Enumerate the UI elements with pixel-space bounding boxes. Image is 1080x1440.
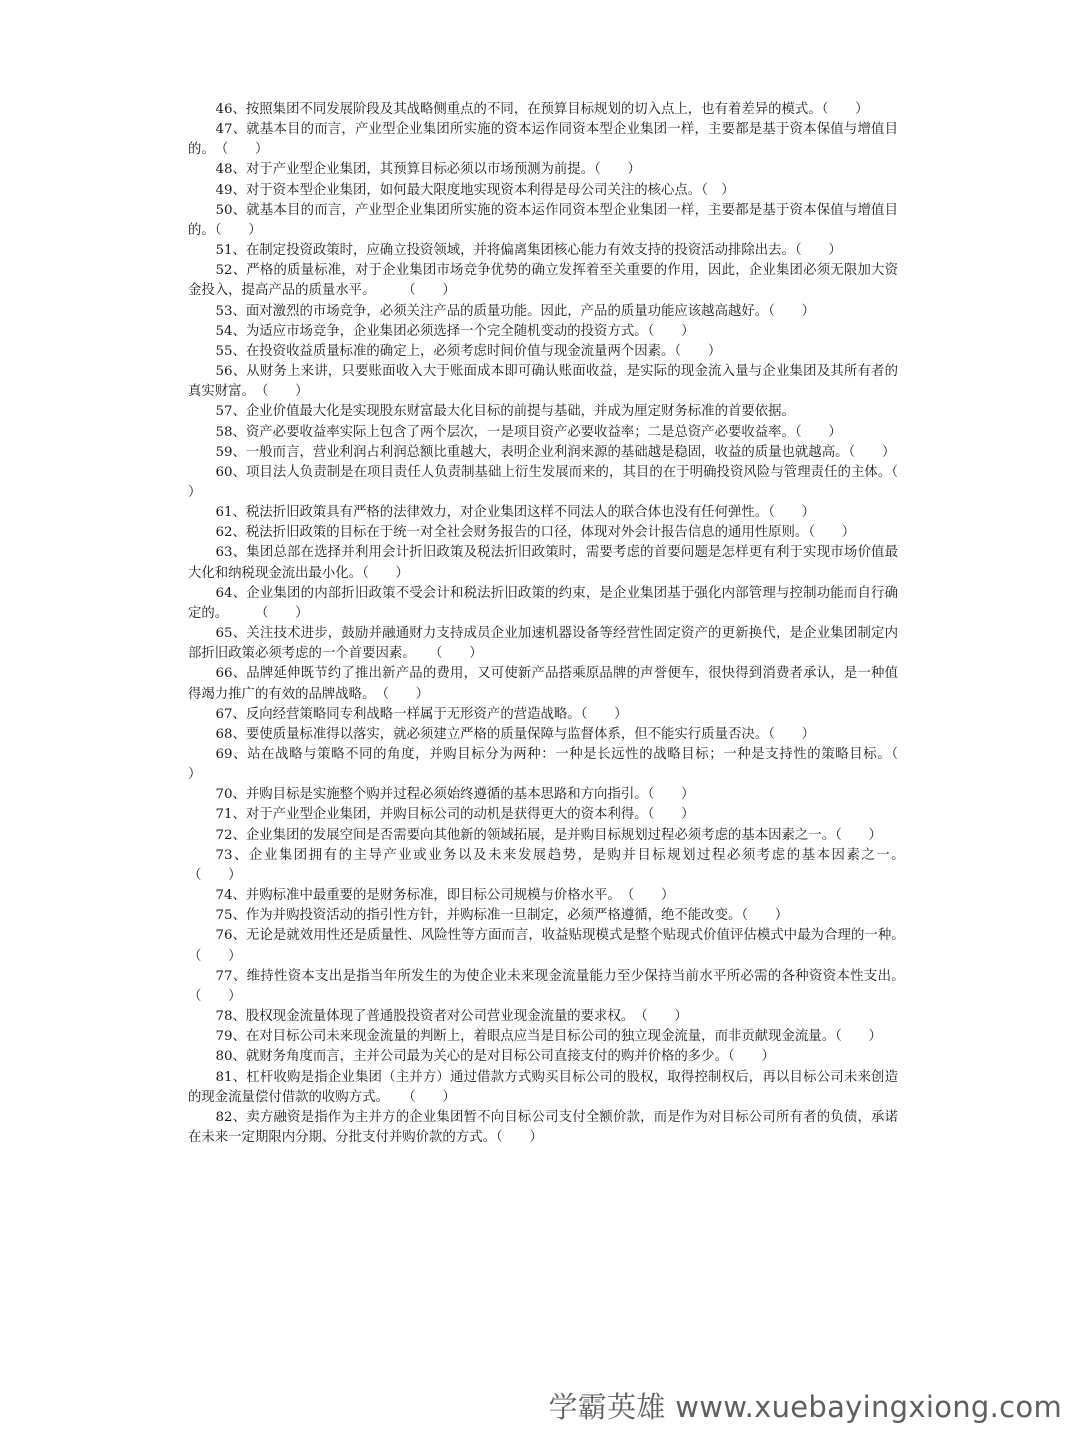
number-separator: 、	[232, 968, 247, 984]
question-number: 53	[215, 303, 233, 319]
number-separator: 、	[232, 424, 246, 440]
question-text: 资产必要收益率实际上包含了两个层次，一是项目资产必要收益率；二是总资产必要收益率。（ ）	[245, 424, 842, 440]
question-list	[188, 100, 1046, 1148]
question-text: 就财务角度而言，主并公司最为关心的是对目标公司直接支付的购并价格的多少。（ ）	[245, 1049, 775, 1065]
question-text: 企业集团拥有的主导产业或业务以及未来发展趋势，是购并目标规划过程必须考虑的基本因素之一。 （ ）	[188, 847, 1046, 883]
question-number: 51	[215, 243, 233, 259]
question-number: 59	[215, 444, 233, 460]
question-number: 55	[215, 343, 233, 359]
question-text: 税法折旧政策的目标在于统一对全社会财务报告的口径，体现对外会计报告信息的通用性原则。（ ）	[245, 525, 856, 541]
question-number: 79	[215, 1029, 233, 1045]
question-text: 维持性资本支出是指当年所发生的为使企业未来现金流量能力至少保持当前水平所必需的各种资资本性支出。 （ ）	[188, 968, 912, 1004]
number-separator: 、	[232, 323, 246, 339]
question-text: 面对激烈的市场竞争，必须关注产品的质量功能。因此，产品的质量功能应该越高越好。（ ）	[245, 303, 815, 319]
question-item	[188, 826, 898, 846]
question-item	[188, 1068, 898, 1108]
question-item	[188, 785, 898, 805]
question-text: 要使质量标准得以落实，就必须建立严格的质量保障与监督体系，但不能实行质量否决。（ ）	[245, 726, 815, 742]
number-separator: 、	[232, 182, 246, 198]
number-separator: 、	[232, 545, 247, 561]
question-number: 76	[215, 928, 233, 944]
question-item	[188, 443, 898, 463]
question-number: 62	[215, 525, 233, 541]
question-item	[188, 463, 925, 503]
question-number: 52	[215, 263, 233, 279]
question-text: 并购目标是实施整个购并过程必须始终遵循的基本思路和方向指引。（ ）	[245, 787, 695, 803]
question-text: 项目法人负责制是在项目责任人负责制基础上衍生发展而来的，其目的在于明确投资风险与管理责任的主体。（ ）	[188, 464, 925, 500]
question-number: 63	[215, 545, 233, 561]
question-item	[188, 100, 898, 120]
question-text: 股权现金流量体现了普通股投资者对公司营业现金流量的要求权。 （ ）	[245, 1009, 688, 1025]
number-separator: 、	[232, 585, 247, 601]
question-item	[188, 342, 898, 362]
number-separator: 、	[232, 1029, 246, 1045]
question-text: 在投资收益质量标准的确定上，必须考虑时间价值与现金流量两个因素。（ ）	[245, 343, 722, 359]
question-text: 对于资本型企业集团，如何最大限度地实现资本利得是母公司关注的核心点。（ ）	[245, 182, 735, 198]
question-text: 严格的质量标准，对于企业集团市场竞争优势的确立发挥着至关重要的作用，因此，企业集团必须无限加大资金投入，提高产品的质量水平。 （ ）	[188, 263, 899, 299]
question-number: 58	[215, 424, 233, 440]
question-item	[188, 120, 898, 160]
question-item	[188, 402, 898, 422]
question-text: 卖方融资是指作为主并方的企业集团暂不向目标公司支付全额价款，而是作为对目标公司所有者的负债，承诺在未来一定期限内分期、分批支付并购价款的方式。（ ）	[188, 1109, 899, 1145]
number-separator: 、	[232, 1109, 247, 1125]
number-separator: 、	[232, 404, 246, 420]
question-item	[188, 624, 898, 664]
question-item	[188, 1027, 898, 1047]
question-number: 78	[215, 1009, 233, 1025]
question-number: 82	[215, 1109, 233, 1125]
question-item	[188, 302, 898, 322]
question-text: 一般而言，营业利润占利润总额比重越大，表明企业利润来源的基础越是稳固，收益的质量也就越高。（ ）	[245, 444, 896, 460]
question-number: 70	[215, 787, 233, 803]
number-separator: 、	[232, 807, 246, 823]
question-number: 49	[215, 182, 233, 198]
question-item	[188, 906, 898, 926]
question-number: 48	[215, 162, 233, 178]
question-number: 56	[215, 364, 233, 380]
number-separator: 、	[232, 122, 247, 138]
question-item	[188, 805, 898, 825]
number-separator: 、	[232, 888, 246, 904]
question-item	[188, 745, 925, 785]
number-separator: 、	[232, 1069, 247, 1085]
number-separator: 、	[232, 102, 246, 117]
number-separator: 、	[232, 364, 247, 380]
question-text: 无论是就效用性还是质量性、风险性等方面而言，收益贴现模式是整个贴现式价值评估模式中最为合理的一种。 （ ）	[188, 928, 912, 964]
question-item	[188, 1108, 898, 1148]
number-separator: 、	[232, 706, 246, 722]
question-item	[188, 725, 898, 745]
question-number: 80	[215, 1049, 233, 1065]
question-item	[188, 543, 898, 583]
number-separator: 、	[232, 202, 247, 218]
question-number: 68	[215, 726, 233, 742]
number-separator: 、	[232, 162, 246, 178]
question-number: 60	[215, 464, 233, 480]
question-number: 71	[215, 807, 233, 823]
number-separator: 、	[232, 626, 247, 642]
question-item	[188, 181, 898, 201]
question-number: 73	[215, 847, 233, 863]
question-item	[188, 926, 912, 966]
question-text: 反向经营策略同专利战略一样属于无形资产的营造战略。（ ）	[245, 706, 628, 722]
question-item	[188, 705, 898, 725]
question-item	[188, 584, 898, 624]
question-item	[188, 967, 912, 1007]
question-text: 并购标准中最重要的是财务标准，即目标公司规模与价格水平。 （ ）	[245, 888, 675, 904]
number-separator: 、	[232, 263, 247, 279]
question-text: 在对目标公司未来现金流量的判断上，着眼点应当是目标公司的独立现金流量，而非贡献现金流量。（ ）	[245, 1029, 882, 1045]
number-separator: 、	[232, 505, 246, 521]
number-separator: 、	[232, 303, 246, 319]
question-item	[188, 1007, 898, 1027]
question-item	[188, 261, 898, 301]
question-text: 在制定投资政策时，应确立投资领域，并将偏离集团核心能力有效支持的投资活动排除出去。（ ）	[245, 243, 842, 259]
number-separator: 、	[232, 747, 248, 762]
question-item	[188, 362, 898, 402]
question-number: 54	[215, 323, 233, 339]
question-text: 关注技术进步，鼓励并融通财力支持成员企业加速机器设备等经营性固定资产的更新换代，是企业集团制定内部折旧政策必须考虑的一个首要因素。 （ ）	[188, 626, 899, 662]
question-item	[188, 423, 898, 443]
question-item	[188, 664, 898, 704]
question-number: 57	[215, 404, 233, 420]
question-item	[188, 1047, 898, 1067]
question-number: 64	[215, 585, 233, 601]
question-text: 企业集团的内部折旧政策不受会计和税法折旧政策的约束，是企业集团基于强化内部管理与控制功能而自行确定的。 （ ）	[188, 585, 899, 621]
number-separator: 、	[232, 525, 246, 541]
question-text: 按照集团不同发展阶段及其战略侧重点的不同，在预算目标规划的切入点上，也有着差异的模式。（ ）	[245, 102, 869, 117]
question-text: 就基本目的而言，产业型企业集团所实施的资本运作同资本型企业集团一样，主要都是基于资本保值与增值目的。（ ）	[188, 202, 899, 238]
question-item	[188, 846, 1046, 886]
number-separator: 、	[232, 243, 246, 259]
question-item	[188, 201, 898, 241]
question-text: 集团总部在选择并利用会计折旧政策及税法折旧政策时，需要考虑的首要问题是怎样更有利于实现市场价值最大化和纳税现金流出最小化。（ ）	[188, 545, 899, 581]
number-separator: 、	[232, 343, 246, 359]
question-text: 税法折旧政策具有严格的法律效力，对企业集团这样不同法人的联合体也没有任何弹性。（ ）	[245, 505, 815, 521]
question-number: 65	[215, 626, 233, 642]
question-text: 就基本目的而言，产业型企业集团所实施的资本运作同资本型企业集团一样，主要都是基于资本保值与增值目的。 （ ）	[188, 122, 899, 158]
question-text: 企业集团的发展空间是否需要向其他新的领域拓展，是并购目标规划过程必须考虑的基本因素之一。（ ）	[245, 827, 882, 843]
number-separator: 、	[232, 787, 246, 803]
number-separator: 、	[232, 464, 247, 480]
question-text: 企业价值最大化是实现股东财富最大化目标的前提与基础，并成为厘定财务标准的首要依据。	[245, 404, 795, 420]
number-separator: 、	[232, 1049, 246, 1065]
question-item	[188, 523, 898, 543]
question-number: 61	[215, 505, 233, 521]
question-text: 杠杆收购是指企业集团（主并方）通过借款方式购买目标公司的股权，取得控制权后，再以目标公司未来创造的现金流量偿付借款的收购方式。 （ ）	[188, 1069, 899, 1105]
question-text: 对于产业型企业集团，其预算目标必须以市场预测为前提。（ ）	[245, 162, 641, 178]
number-separator: 、	[232, 1009, 246, 1025]
number-separator: 、	[232, 827, 246, 843]
question-text: 对于产业型企业集团，并购目标公司的动机是获得更大的资本利得。（ ）	[245, 807, 695, 823]
number-separator: 、	[232, 666, 247, 682]
question-text: 从财务上来讲，只要账面收入大于账面成本即可确认账面收益，是实际的现金流入量与企业集团及其所有者的真实财富。 （ ）	[188, 364, 899, 400]
number-separator: 、	[232, 908, 246, 924]
question-item	[188, 503, 898, 523]
question-text: 作为并购投资活动的指引性方针，并购标准一旦制定，必须严格遵循，绝不能改变。（ ）	[245, 908, 789, 924]
number-separator: 、	[232, 928, 247, 944]
site-watermark: 学霸英雄 www.xuebayingxiong.com	[548, 1390, 1062, 1424]
question-number: 72	[215, 827, 233, 843]
question-number: 50	[215, 202, 233, 218]
question-number: 74	[215, 888, 233, 904]
question-number: 67	[215, 706, 233, 722]
question-item	[188, 160, 898, 180]
question-text: 站在战略与策略不同的角度，并购目标分为两种：一种是长远性的战略目标；一种是支持性的策略目标。（ ）	[188, 747, 925, 783]
number-separator: 、	[232, 726, 246, 742]
number-separator: 、	[232, 444, 246, 460]
question-text: 为适应市场竞争，企业集团必须选择一个完全随机变动的投资方式。（ ）	[245, 323, 695, 339]
number-separator: 、	[232, 847, 249, 863]
question-item	[188, 886, 898, 906]
question-number: 69	[215, 747, 233, 762]
question-number: 47	[215, 122, 233, 138]
question-number: 81	[215, 1069, 233, 1085]
question-number: 66	[215, 666, 233, 682]
question-item	[188, 322, 898, 342]
question-item	[188, 241, 898, 261]
question-number: 77	[215, 968, 233, 984]
question-text: 品牌延伸既节约了推出新产品的费用，又可使新产品搭乘原品牌的声誉便车，很快得到消费者承认，是一种值得竭力推广的有效的品牌战略。 （ ）	[188, 666, 899, 702]
question-number: 46	[215, 102, 233, 117]
question-number: 75	[215, 908, 233, 924]
